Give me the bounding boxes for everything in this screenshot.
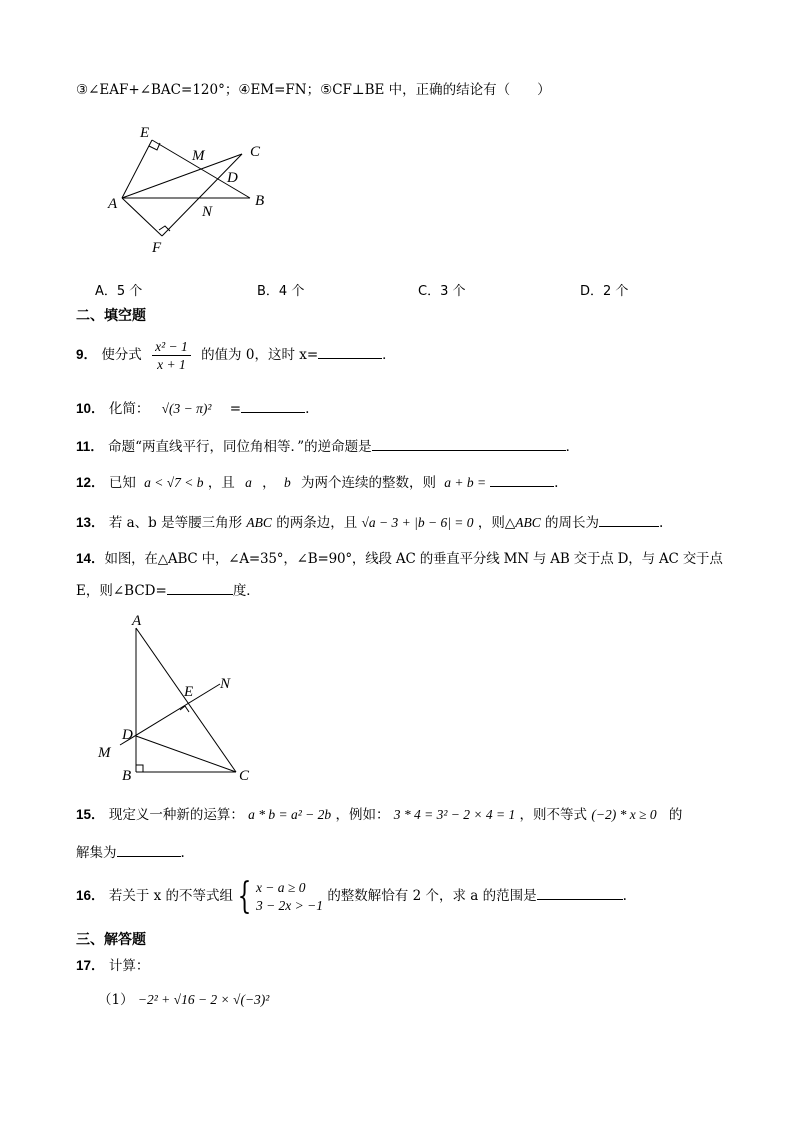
option-d: D．2 个 bbox=[580, 284, 629, 299]
q15-post2: 的 bbox=[668, 807, 683, 823]
q11-end: ． bbox=[565, 439, 580, 455]
label-E: E bbox=[184, 684, 194, 700]
section-3-heading: 三、解答题 bbox=[76, 932, 146, 948]
q15-line2: 解集为 bbox=[76, 845, 117, 861]
q16-brace: { bbox=[237, 875, 252, 917]
seg-DC bbox=[136, 736, 236, 772]
q13-end: . bbox=[659, 515, 664, 531]
q15-answer-blank[interactable] bbox=[117, 842, 181, 857]
q10-answer-blank[interactable] bbox=[241, 398, 305, 413]
label-M: M bbox=[192, 148, 205, 164]
right-angle-E bbox=[180, 706, 189, 712]
question-16 bbox=[76, 876, 627, 916]
q14-line2-post: 度． bbox=[232, 583, 260, 599]
question-10 bbox=[76, 398, 309, 419]
q11-answer-blank[interactable] bbox=[372, 436, 566, 451]
q15-post: ，则不等式 bbox=[519, 807, 588, 823]
label-F: F bbox=[152, 240, 162, 256]
question-13 bbox=[76, 512, 663, 533]
q10-equals: = bbox=[229, 401, 242, 417]
q13-abc: ABC bbox=[246, 515, 272, 530]
q15-end: . bbox=[180, 845, 185, 861]
q10-pre: 化简： bbox=[108, 401, 150, 417]
seg-FC bbox=[162, 154, 242, 236]
q12-a: a bbox=[245, 475, 252, 490]
q14-number: 14． bbox=[76, 551, 105, 566]
q15-pre: 现定义一种新的运算： bbox=[108, 807, 244, 823]
question-17 bbox=[76, 956, 149, 976]
q13-post2: 的周长为 bbox=[545, 515, 600, 531]
q15-inequality: (−2) * x ≥ 0 bbox=[591, 807, 657, 822]
q16-answer-blank[interactable] bbox=[537, 885, 623, 900]
seg-MN bbox=[120, 684, 220, 745]
q12-sum: a + b = bbox=[444, 475, 487, 490]
question-15-line1 bbox=[76, 805, 682, 825]
q16-sys1: x − a ≥ 0 bbox=[255, 879, 306, 895]
label-N: N bbox=[220, 676, 231, 692]
label-D: D bbox=[122, 727, 133, 743]
label-A: A bbox=[108, 196, 118, 212]
q13-abc2: ABC bbox=[515, 515, 541, 530]
q9-denominator: x + 1 bbox=[152, 355, 191, 373]
right-angle-B bbox=[136, 765, 143, 772]
q17-part1-label: （1） bbox=[98, 992, 134, 1008]
label-B: B bbox=[122, 768, 132, 784]
q13-answer-blank[interactable] bbox=[599, 512, 659, 527]
q15-example: 3 * 4 = 3² − 2 × 4 = 1 bbox=[393, 807, 516, 822]
question-15-line2 bbox=[76, 842, 185, 863]
seg-AF bbox=[122, 198, 162, 236]
q12-number: 12． bbox=[76, 475, 105, 490]
q12-end: . bbox=[554, 475, 559, 491]
option-b: B．4 个 bbox=[257, 284, 305, 299]
q12-comma: ， bbox=[262, 475, 276, 491]
q15-mid: ，例如： bbox=[335, 807, 390, 823]
label-B: B bbox=[255, 193, 265, 209]
q16-post: 的整数解恰有 2 个，求 a 的范围是 bbox=[327, 888, 537, 904]
right-angle-F bbox=[159, 226, 170, 231]
q17-text: 计算： bbox=[108, 958, 150, 974]
label-E: E bbox=[140, 125, 150, 141]
q9-number: 9． bbox=[76, 347, 98, 362]
question-11 bbox=[76, 436, 579, 457]
q14-answer-blank[interactable] bbox=[167, 580, 233, 595]
option-c: C．3 个 bbox=[418, 284, 466, 299]
question-17-part1 bbox=[98, 990, 269, 1010]
label-C: C bbox=[250, 144, 261, 160]
label-N: N bbox=[202, 204, 213, 220]
q9-post: 的值为 0，这时 x= bbox=[201, 347, 319, 363]
q14-line1: 如图，在△ABC 中，∠A=35°，∠B=90°，线段 AC 的垂直平分线 MN 与 AB 交于点 D，与 AC 交于点 bbox=[104, 551, 723, 567]
label-A: A bbox=[132, 613, 142, 629]
label-C: C bbox=[239, 768, 250, 784]
q16-pre: 若关于 x 的不等式组 bbox=[108, 888, 234, 904]
q17-number: 17． bbox=[76, 958, 105, 973]
option-a: A．5 个 bbox=[95, 284, 143, 299]
question-12 bbox=[76, 472, 558, 493]
seg-AC bbox=[122, 154, 242, 198]
question-14-line2 bbox=[76, 580, 260, 601]
q9-answer-blank[interactable] bbox=[318, 344, 382, 359]
q13-mid: 的两条边，且 bbox=[276, 515, 358, 531]
q10-end: . bbox=[305, 401, 310, 417]
q9-end: ． bbox=[382, 347, 396, 363]
question-9 bbox=[76, 338, 396, 373]
q11-text: 命题“两直线平行，同位角相等．”的逆命题是 bbox=[108, 439, 372, 455]
q14-line2-pre: E，则∠BCD= bbox=[76, 583, 167, 599]
q11-number: 11． bbox=[76, 439, 104, 454]
q13-number: 13． bbox=[76, 515, 105, 530]
q12-mid1: ，且 bbox=[207, 475, 235, 491]
q16-number: 16． bbox=[76, 888, 105, 903]
q12-pre: 已知 bbox=[108, 475, 136, 491]
label-M: M bbox=[98, 745, 111, 761]
q9-pre: 使分式 bbox=[101, 347, 142, 363]
section-2-heading: 二、填空题 bbox=[76, 308, 146, 324]
q14-figure bbox=[92, 612, 262, 788]
q16-system bbox=[256, 879, 323, 915]
q16-end: . bbox=[622, 888, 627, 904]
q12-inequality: a < √7 < b bbox=[144, 475, 204, 490]
q13-post: ，则△ bbox=[477, 515, 516, 531]
q13-pre: 若 a、b 是等腰三角形 bbox=[108, 515, 243, 531]
q10-number: 10． bbox=[76, 401, 105, 416]
q15-definition: a * b = a² − 2b bbox=[248, 807, 332, 822]
q10-expression: √(3 − π)² bbox=[161, 401, 212, 416]
question-14-line1 bbox=[76, 549, 723, 569]
q15-number: 15． bbox=[76, 807, 105, 822]
q12-answer-blank[interactable] bbox=[490, 472, 554, 487]
seg-AE bbox=[122, 140, 152, 198]
q8-statement: ③∠EAF+∠BAC=120°；④EM=FN；⑤CF⊥BE 中，正确的结论有（ ） bbox=[76, 82, 551, 98]
q9-numerator: x² − 1 bbox=[155, 339, 188, 354]
seg-AC bbox=[136, 628, 236, 772]
q12-mid2: 为两个连续的整数，则 bbox=[301, 475, 436, 491]
q13-condition: √a − 3 + |b − 6| = 0 bbox=[361, 515, 474, 530]
label-D: D bbox=[227, 170, 238, 186]
q9-fraction bbox=[152, 338, 191, 373]
q16-sys2: 3 − 2x > −1 bbox=[255, 897, 324, 913]
q8-figure bbox=[100, 120, 290, 260]
q17-part1-expression: −2² + √16 − 2 × √(−3)² bbox=[137, 992, 270, 1007]
q12-b: b bbox=[283, 475, 291, 490]
